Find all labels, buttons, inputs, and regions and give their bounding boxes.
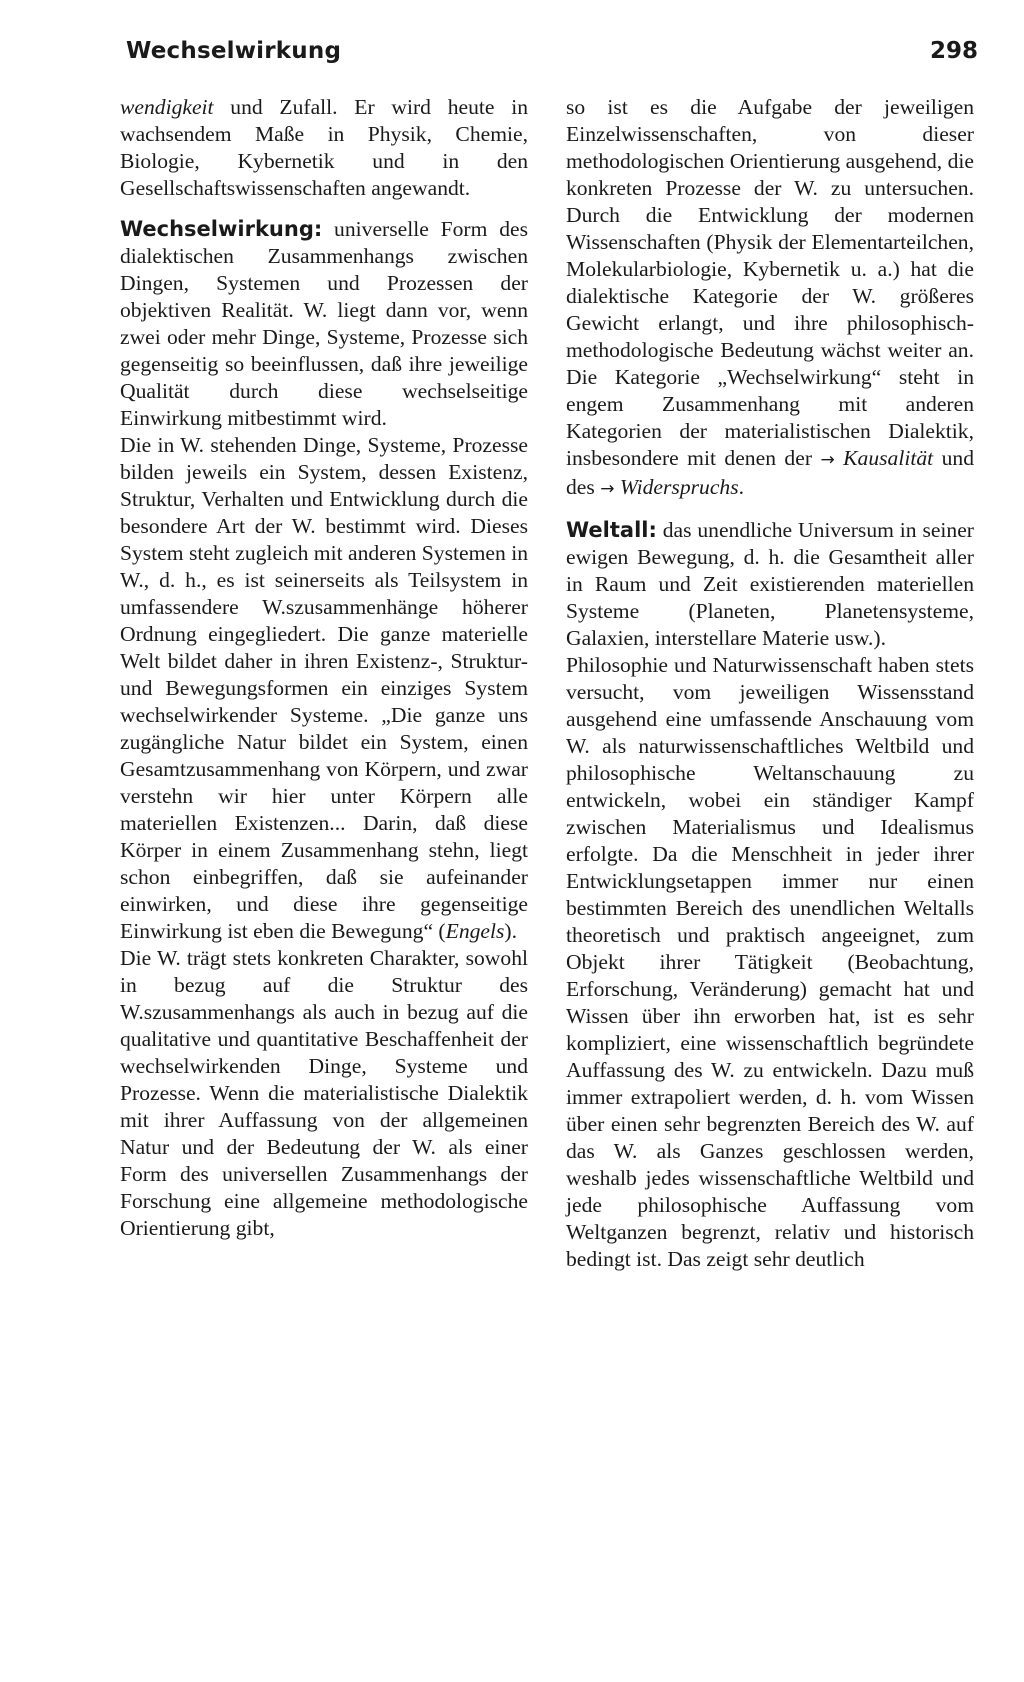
entry-weltall: [566, 517, 974, 652]
entry-text: universelle Form des dialektischen Zusammenhangs zwischen Dingen, Systemen und Prozessen der objektiven Realität. W. liegt dann vor, wenn zwei oder mehr Dinge, Systeme, Prozesse sich gegenseitig so beeinflussen, daß ihre jeweilige Qualität durch diese wechselseitige Einwirkung mitbestimmt wird.: [120, 217, 528, 430]
entry-text: das unendliche Universum in seiner ewigen Bewegung, d. h. die Gesamtheit aller in Raum und Zeit existierenden materiellen Systeme (Planeten, Planetensysteme, Galaxien, interstellare Materie usw.).: [566, 518, 974, 650]
left-column: [120, 94, 528, 1242]
arrow-right-icon: →: [820, 450, 835, 470]
paragraph-text: Philosophie und Naturwissenschaft haben stets versucht, vom jeweiligen Wissensstand ausgehend eine umfassende Anschauung vom W. als naturwissenschaftliches Weltbild und philosophische Weltanschauung zu entwickeln, wobei ein ständiger Kampf zwischen Materialismus und Idealismus erfolgte. Da die Menschheit in jeder ihrer Entwicklungsetappen immer nur einen bestimmten Bereich des unendlichen Weltalls theoretisch und praktisch angeeignet, zum Objekt ihrer Tätigkeit (Beobachtung, Erforschung, Veränderung) gemacht hat und Wissen über ihn erworben hat, ist es sehr kompliziert, eine wissenschaftlich begründete Auffassung des W. zu entwickeln. Dazu muß immer extrapoliert werden, d. h. vom Wissen über einen sehr begrenzten Bereich des W. auf das W. als Ganzes geschlossen werden, weshalb jedes wissenschaftliche Weltbild und jede philosophische Auffassung vom Weltganzen begrenzt, relativ und historisch bedingt ist. Das zeigt sehr deutlich: [566, 653, 974, 1271]
paragraph-text: so ist es die Aufgabe der jeweiligen Einzelwissenschaften, von dieser methodologischen Orientierung ausgehend, die konkreten Prozesse der W. zu untersuchen. Durch die Entwicklung der modernen Wissenschaften (Physik der Elementarteilchen, Molekularbiologie, Kybernetik u. a.) hat die dialektische Kategorie der W. größeres Gewicht erlangt, und ihre philosophisch-methodologische Bedeutung wächst weiter an. Die Kategorie „Wechselwirkung“ steht in engem Zusammenhang mit anderen Kategorien der materialistischen Dialektik, insbesondere mit denen der: [566, 95, 974, 470]
paragraph: [566, 652, 974, 1273]
paragraph: [120, 432, 528, 945]
cross-reference-widerspruch[interactable]: Widerspruchs: [614, 475, 739, 499]
paragraph-continuation: [120, 94, 528, 202]
entry-wechselwirkung: [120, 216, 528, 432]
paragraph-text: und des: [566, 446, 974, 499]
italic-fragment: wendigkeit: [120, 95, 214, 119]
running-head: Wechselwirkung: [126, 38, 342, 64]
page-number: 298: [929, 38, 978, 64]
page-header: [126, 38, 978, 78]
paragraph-text: und Zufall. Er wird heute in wachsendem Maße in Physik, Chemie, Biologie, Kybernetik und in den Gesellschaftswissenschaften angewandt.: [120, 95, 528, 200]
paragraph-continuation: [566, 94, 974, 503]
paragraph-tail: .: [738, 475, 745, 499]
headword: Weltall:: [566, 518, 657, 542]
headword: Wechselwirkung:: [120, 217, 323, 241]
italic-author: Engels: [445, 919, 505, 943]
cross-reference-kausalitaet[interactable]: Kausalität: [834, 446, 934, 470]
paragraph: [120, 945, 528, 1242]
paragraph-text: Die W. trägt stets konkreten Charakter, sowohl in bezug auf die Struktur des W.szusammenhangs als auch in bezug auf die qualitative und quantitative Beschaffenheit der wechselwirkenden Dinge, Systeme und Prozesse. Wenn die materialistische Dialektik mit ihrer Auffassung von der allgemeinen Natur und der Bedeutung der W. als einer Form des universellen Zusammenhangs der Forschung eine allgemeine methodologische Orientierung gibt,: [120, 946, 528, 1240]
arrow-right-icon: →: [600, 479, 615, 499]
paragraph-tail: ).: [504, 919, 517, 943]
right-column: [566, 94, 974, 1273]
paragraph-text: Die in W. stehenden Dinge, Systeme, Prozesse bilden jeweils ein System, dessen Existenz, Struktur, Verhalten und Entwicklung durch die besondere Art der W. bestimmt wird. Dieses System steht zugleich mit anderen Systemen in W., d. h., es ist seinerseits als Teilsystem in umfassendere W.szusammenhänge höherer Ordnung eingegliedert. Die ganze materielle Welt bildet daher in ihren Existenz-, Struktur- und Bewegungsformen ein einziges System wechselwirkender Systeme. „Die ganze uns zugängliche Natur bildet ein System, einen Gesamtzusammenhang von Körpern, und zwar verstehn wir hier unter Körpern alle materiellen Existenzen... Darin, daß diese Körper in einem Zusammenhang stehn, liegt schon einbegriffen, daß sie aufeinander einwirken, und diese ihre gegenseitige Einwirkung ist eben die Bewegung“ (: [120, 433, 528, 943]
